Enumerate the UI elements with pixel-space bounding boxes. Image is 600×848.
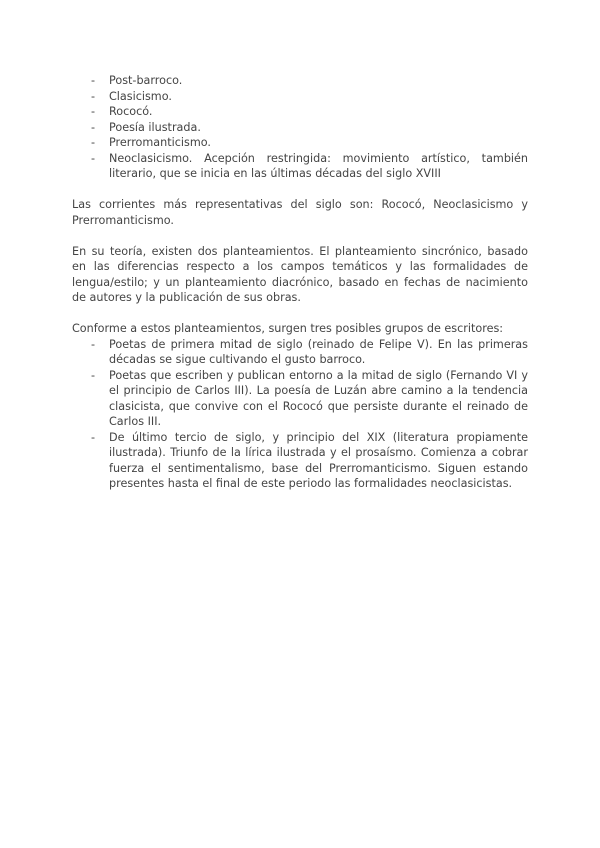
list-item [72,151,528,182]
list-item-text: Clasicismo. [109,89,172,103]
list-item-text: Poetas que escriben y publican entorno a la mitad de siglo (Fernando VI y el principio de Carlos III). La poesía de Luzán abre camino a la tendencia clasicista, que convive con el Rococó que persiste durante el reinado de Carlos III. [109,368,528,428]
list-item-text: Rococó. [109,105,153,118]
dash-bullet: - [91,136,96,149]
groups-list [72,337,528,492]
list-item [72,104,528,120]
dash-bullet: - [91,430,96,444]
list-item [72,368,528,430]
list-item-text: Poesía ilustrada. [109,120,201,134]
list-item-text: Prerromanticismo. [109,136,211,149]
list-item-text: Poetas de primera mitad de siglo (reinado de Felipe V). En las primeras décadas se sigue cultivando el gusto barroco. [109,337,528,366]
dash-bullet: - [91,89,96,103]
dash-bullet: - [91,120,96,134]
paragraph-conforme: Conforme a estos planteamientos, surgen tres posibles grupos de escritores: [72,322,504,335]
movements-list [72,73,528,182]
paragraph-teoria: En su teoría, existen dos planteamientos. El planteamiento sincrónico, basado en las diferencias respecto a los campos temáticos y las formalidades de lengua/estilo; y un planteamiento diacrónico, basado en fechas de nacimiento de autores y la publicación de sus obras. [72,244,528,304]
dash-bullet: - [91,74,96,87]
list-item-text: Post-barroco. [109,74,183,87]
list-item [72,337,528,368]
list-item-text: Neoclasicismo. Acepción restringida: movimiento artístico, también literario, que se inicia en las últimas décadas del siglo XVIII [109,151,528,180]
list-item [72,73,528,89]
list-item [72,430,528,492]
dash-bullet: - [91,151,96,165]
list-item [72,120,528,136]
dash-bullet: - [91,105,96,118]
paragraph-corrientes: Las corrientes más representativas del siglo son: Rococó, Neoclasicismo y Prerromanticismo. [72,198,528,227]
dash-bullet: - [91,337,96,351]
list-item-text: De último tercio de siglo, y principio del XIX (literatura propiamente ilustrada). Triunfo de la lírica ilustrada y el prosaísmo. Comienza a cobrar fuerza el sentimentalismo, base del Prerromanticismo. Siguen estando presentes hasta el final de este periodo las formalidades neoclasicistas. [109,430,528,490]
document-content [72,73,528,492]
list-item [72,135,528,151]
dash-bullet: - [91,368,96,382]
list-item [72,89,528,105]
